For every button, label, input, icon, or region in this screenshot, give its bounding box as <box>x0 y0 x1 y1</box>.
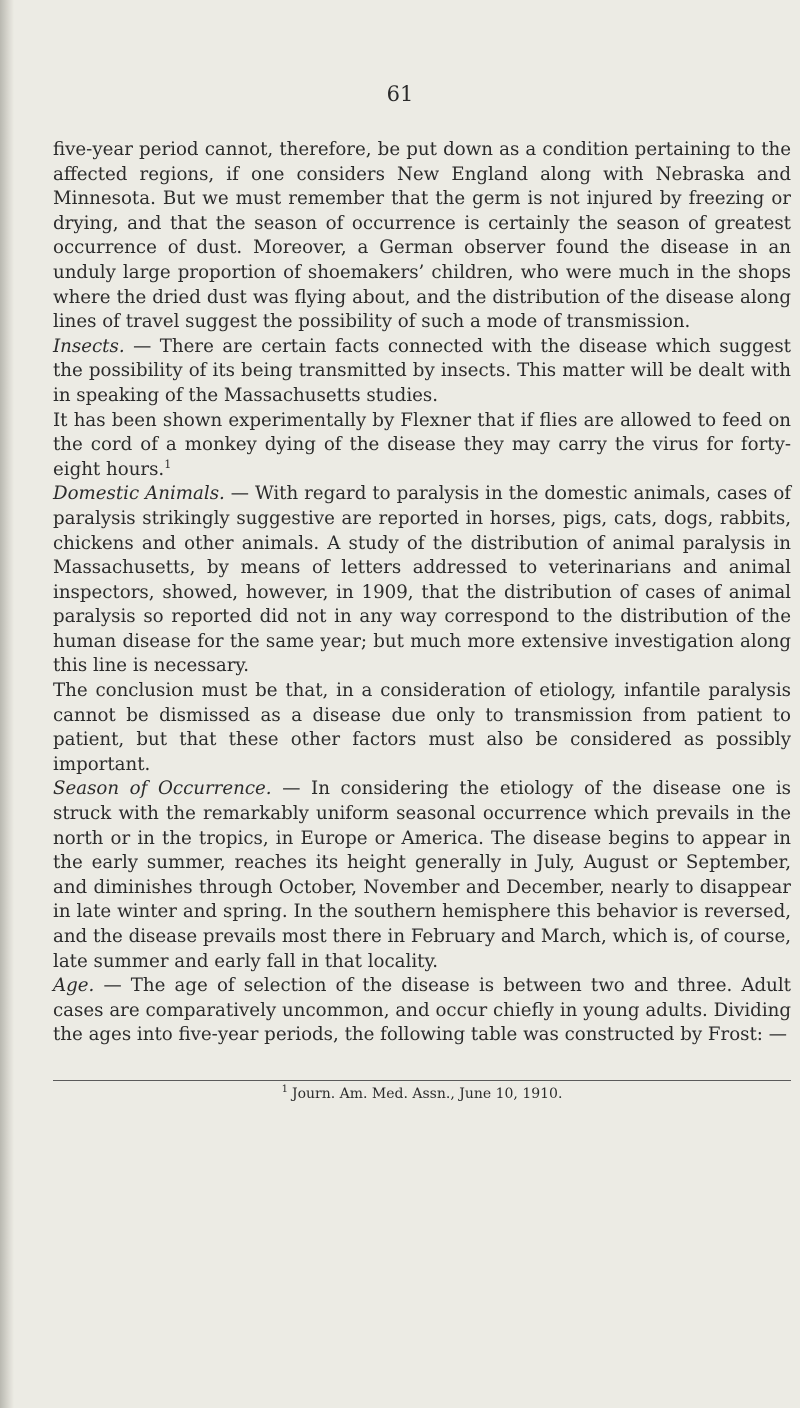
footnote <box>53 1086 791 1102</box>
paragraph-age <box>53 974 791 1048</box>
footnote-text: Journ. Am. Med. Assn., June 10, 1910. <box>291 1086 563 1102</box>
footnote-reference: 1 <box>164 457 172 471</box>
page-binding-shadow <box>0 0 14 1408</box>
section-heading-season: Season of Occurrence. <box>53 778 272 800</box>
paragraph-text: It has been shown experimentally by Flexner that if flies are allowed to feed on the cord of a monkey dying of the disease they may carry the virus for forty-eight hours. <box>53 409 791 480</box>
paragraph-season <box>53 777 791 974</box>
section-heading-insects: Insects. <box>53 335 125 357</box>
paragraph-text: — In considering the etiology of the disease one is struck with the remarkably uniform seasonal occurrence which prevails in the north or in the tropics, in Europe or America. The disease begins to appear in the early summer, reaches its height generally in July, August or September, and diminishes through October, November and December, nearly to disappear in late winter and spring. In the southern hemisphere this behavior is reversed, and the disease prevails most there in February and March, which is, of course, late summer and early fall in that locality. <box>53 778 791 972</box>
footnote-mark: 1 <box>281 1084 288 1096</box>
paragraph-domestic-animals <box>53 482 791 679</box>
paragraph-insects <box>53 335 791 409</box>
paragraph-text: The conclusion must be that, in a consideration of etiology, infantile paralysis cannot be dismissed as a disease due only to transmission from patient to patient, but that these other factors must also be considered as possibly important. <box>53 680 791 775</box>
paragraph-conclusion <box>53 679 791 777</box>
paragraph-text: — There are certain facts connected with the disease which suggest the possibility of its being transmitted by insects. This matter will be dealt with in speaking of the Massachusetts studies. <box>53 335 791 406</box>
paragraph-text: — The age of selection of the disease is between two and three. Adult cases are comparatively uncommon, and occur chiefly in young adults. Dividing the ages into five-year periods, the following table was constructed by Frost: — <box>53 975 791 1046</box>
section-heading-age: Age. <box>53 975 95 997</box>
paragraph-dust <box>53 138 791 335</box>
section-heading-domestic-animals: Domestic Animals. <box>53 483 225 505</box>
paragraph-flexner <box>53 409 791 483</box>
body-text <box>53 138 791 1048</box>
page-number: 61 <box>386 82 414 106</box>
footnote-divider <box>53 1080 791 1081</box>
paragraph-text: — With regard to paralysis in the domestic animals, cases of paralysis strikingly suggestive are reported in horses, pigs, cats, dogs, rabbits, chickens and other animals. A study of the distribution of animal paralysis in Massachusetts, by means of letters addressed to veterinarians and animal inspectors, showed, however, in 1909, that the distribution of cases of animal paralysis so reported did not in any way correspond to the distribution of the human disease for the same year; but much more extensive investigation along this line is necessary. <box>53 483 792 677</box>
paragraph-text: five-year period cannot, therefore, be put down as a condition pertaining to the affected regions, if one considers New England along with Nebraska and Minnesota. But we must remember that the germ is not injured by freezing or drying, and that the season of occurrence is certainly the season of greatest occurrence of dust. Moreover, a German observer found the disease in an unduly large proportion of shoemakers’ children, who were much in the shops where the dried dust was flying about, and the distribution of the disease along lines of travel suggest the possibility of such a mode of transmission. <box>53 139 791 333</box>
